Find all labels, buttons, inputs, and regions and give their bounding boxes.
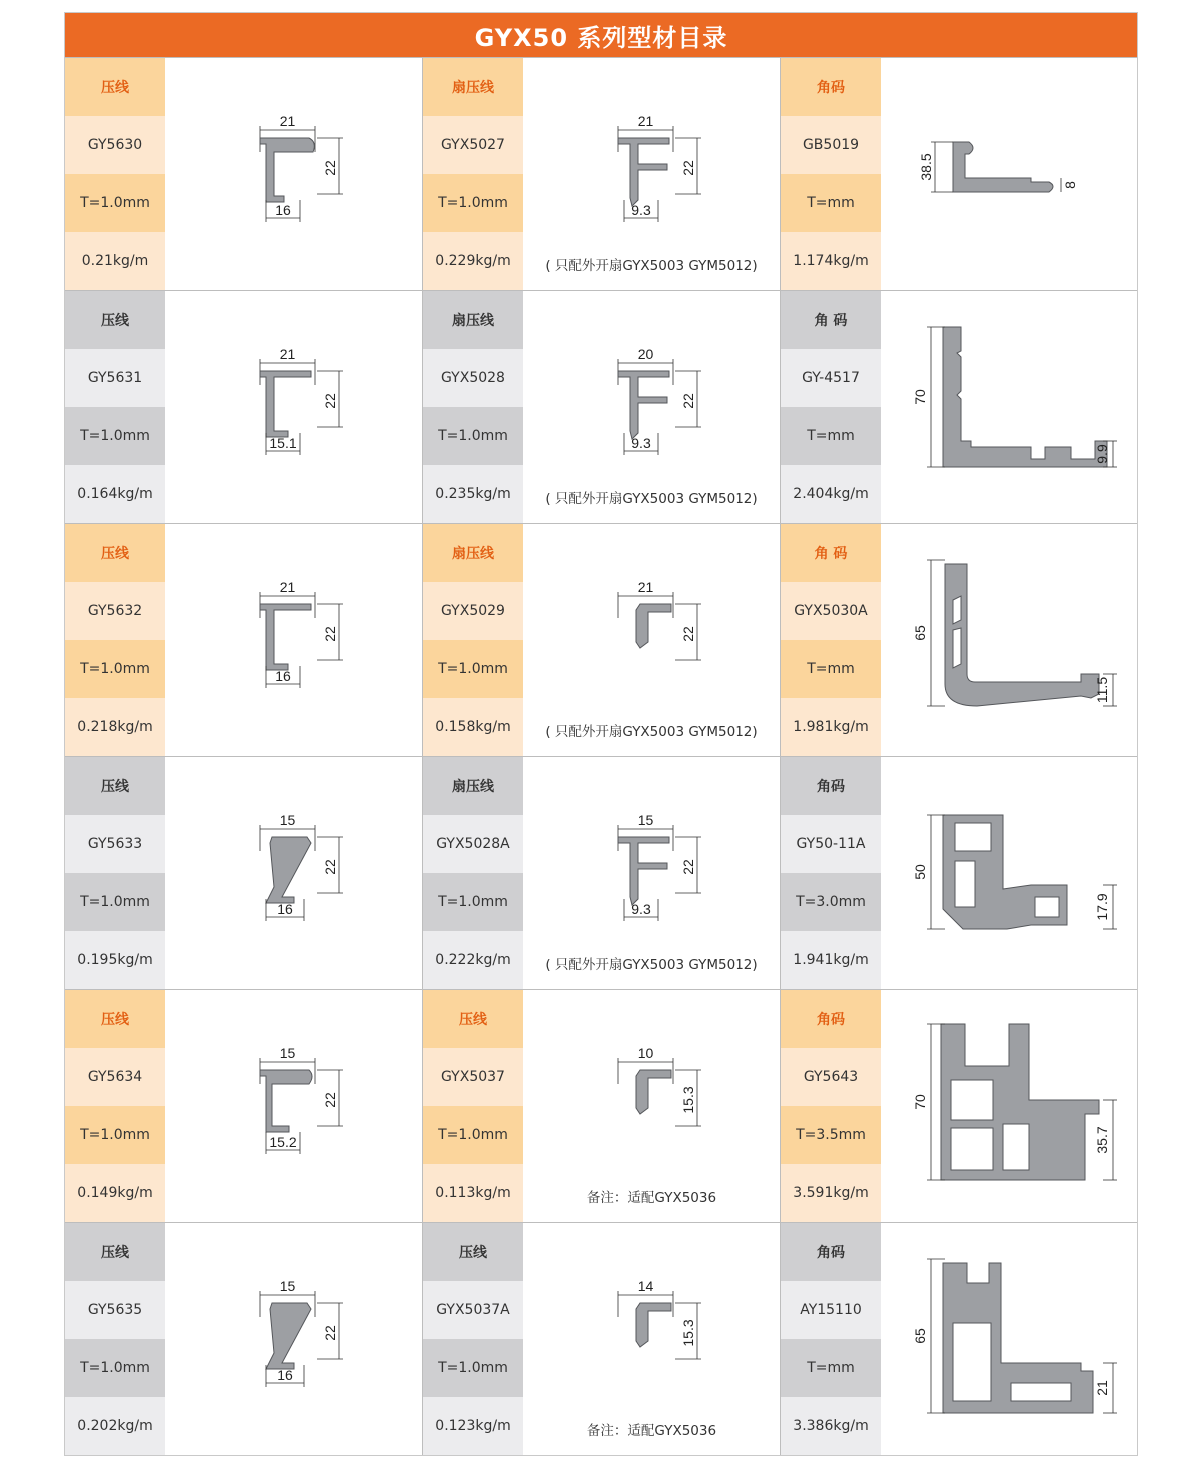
profile-code: GY5632 [65,582,165,640]
dimension-label: 22 [322,859,338,875]
profile-drawing [165,990,422,1222]
profile-card [423,291,781,523]
spec-labels [423,990,523,1222]
profile-thickness: T=mm [781,1339,881,1397]
profile-category: 压线 [65,291,165,349]
dimension-label: 20 [637,346,654,362]
profile-category: 压线 [65,1223,165,1281]
profile-section-drawing [945,564,1099,706]
dimension-label: 22 [680,626,696,642]
profile-section-drawing [266,837,311,903]
profile-weight: 0.235kg/m [423,465,523,523]
profile-category: 角 码 [781,291,881,349]
profile-section-svg [881,990,1138,1222]
catalog-row [65,1222,1137,1455]
dimension-label: 22 [680,859,696,875]
profile-weight: 0.229kg/m [423,232,523,290]
profile-section-drawing [636,1303,671,1347]
profile-code: GYX5029 [423,582,523,640]
profile-drawing [881,291,1138,523]
profile-card [423,524,781,756]
profile-card [65,291,423,523]
profile-weight: 3.591kg/m [781,1164,881,1222]
catalog-row [65,290,1137,523]
dimension-label: 11.5 [1094,676,1110,704]
profile-category: 角码 [781,58,881,116]
profile-section-drawing [266,1303,311,1369]
profile-card [65,524,423,756]
dimension-label: 16 [275,202,291,218]
dimension-label: 9.3 [631,901,651,917]
profile-weight: 0.202kg/m [65,1397,165,1455]
dimension-label: 70 [912,1094,928,1110]
profile-thickness: T=1.0mm [65,640,165,698]
spec-labels [423,524,523,756]
dimension-label: 21 [279,346,296,362]
spec-labels [65,1223,165,1455]
profile-drawing [165,757,422,989]
profile-drawing [881,58,1138,290]
dimension-label: 65 [912,1328,928,1344]
dimension-label: 21 [637,113,654,129]
profile-drawing [165,524,422,756]
dimension-label: 15.1 [269,435,297,451]
profile-note: ( 只配外开扇GYX5003 GYM5012) [545,724,758,740]
profile-section-svg [165,58,422,290]
profile-drawing [165,291,422,523]
profile-code: GY5630 [65,116,165,174]
dimension-label: 21 [637,579,654,595]
profile-drawing [881,990,1138,1222]
profile-category: 扇压线 [423,757,523,815]
profile-weight: 1.174kg/m [781,232,881,290]
profile-drawing [165,58,422,290]
profile-category: 角码 [781,990,881,1048]
profile-category: 扇压线 [423,291,523,349]
spec-labels [423,1223,523,1455]
profile-note: ( 只配外开扇GYX5003 GYM5012) [545,258,758,274]
profile-note: 备注：适配GYX5036 [586,1423,717,1439]
catalog-row [65,523,1137,756]
profile-card [781,58,1139,290]
profile-drawing [165,1223,422,1455]
catalog-row [65,989,1137,1222]
profile-section-svg [881,1223,1138,1455]
profile-code: GY5634 [65,1048,165,1106]
profile-thickness: T=1.0mm [423,1106,523,1164]
profile-thickness: T=1.0mm [423,640,523,698]
spec-labels [65,291,165,523]
profile-card [65,58,423,290]
profile-card [423,757,781,989]
profile-weight: 0.21kg/m [65,232,165,290]
spec-labels [65,757,165,989]
profile-section-svg [165,1223,422,1455]
dimension-label: 65 [912,625,928,641]
profile-category: 角码 [781,1223,881,1281]
profile-section-svg [881,291,1138,523]
profile-card [781,524,1139,756]
profile-card [423,1223,781,1455]
profile-category: 压线 [423,1223,523,1281]
profile-section-drawing [618,138,669,206]
profile-category: 压线 [65,58,165,116]
profile-weight: 0.195kg/m [65,931,165,989]
profile-code: GYX5030A [781,582,881,640]
spec-labels [781,757,881,989]
profile-weight: 0.222kg/m [423,931,523,989]
catalog-row [65,57,1137,290]
dimension-label: 35.7 [1094,1126,1110,1154]
dimension-label: 15.3 [680,1086,696,1114]
profile-code: GY-4517 [781,349,881,407]
profile-section-drawing [260,1070,312,1132]
dimension-label: 22 [322,1092,338,1108]
profile-thickness: T=1.0mm [423,174,523,232]
profile-category: 压线 [65,524,165,582]
dimension-label: 15.2 [269,1134,297,1150]
dimension-label: 50 [912,864,928,880]
spec-labels [423,58,523,290]
dimension-label: 9.3 [631,202,651,218]
profile-section-drawing [260,371,311,437]
dimension-label: 22 [680,393,696,409]
profile-code: GYX5037 [423,1048,523,1106]
profile-card [65,757,423,989]
dimension-label: 22 [322,626,338,642]
dimension-label: 16 [277,901,293,917]
profile-section-drawing [953,142,1053,192]
dimension-label: 38.5 [918,153,934,181]
profile-weight: 1.981kg/m [781,698,881,756]
profile-code: GB5019 [781,116,881,174]
profile-thickness: T=1.0mm [423,873,523,931]
profile-weight: 0.164kg/m [65,465,165,523]
dimension-label: 21 [1094,1380,1110,1396]
profile-section-svg [881,524,1138,756]
profile-weight: 0.218kg/m [65,698,165,756]
spec-labels [781,524,881,756]
dimension-label: 15 [279,1045,296,1061]
dimension-label: 70 [912,389,928,405]
profile-thickness: T=1.0mm [65,1106,165,1164]
profile-category: 扇压线 [423,58,523,116]
profile-weight: 2.404kg/m [781,465,881,523]
dimension-label: 22 [322,1325,338,1341]
profile-card [781,291,1139,523]
profile-weight: 0.158kg/m [423,698,523,756]
dimension-label: 8 [1062,181,1078,189]
profile-section-svg [165,990,422,1222]
dimension-label: 14 [637,1278,654,1294]
profile-category: 压线 [65,990,165,1048]
catalog-title: GYX50 系列型材目录 [65,13,1137,57]
profile-thickness: T=1.0mm [65,1339,165,1397]
profile-section-drawing [260,604,311,670]
profile-thickness: T=1.0mm [423,1339,523,1397]
profile-weight: 0.149kg/m [65,1164,165,1222]
profile-card [423,990,781,1222]
profile-thickness: T=1.0mm [423,407,523,465]
profile-section-drawing [636,604,671,648]
profile-code: GY50-11A [781,815,881,873]
profile-section-drawing [618,837,669,905]
dimension-label: 22 [322,393,338,409]
profile-category: 扇压线 [423,524,523,582]
profile-thickness: T=3.0mm [781,873,881,931]
dimension-label: 15 [279,812,296,828]
dimension-label: 15.3 [680,1319,696,1347]
profile-code: GYX5037A [423,1281,523,1339]
dimension-label: 10 [637,1045,654,1061]
profile-weight: 1.941kg/m [781,931,881,989]
profile-thickness: T=1.0mm [65,174,165,232]
profile-code: GY5643 [781,1048,881,1106]
profile-card [423,58,781,290]
profile-code: GYX5028 [423,349,523,407]
profile-section-svg [165,291,422,523]
profile-category: 压线 [65,757,165,815]
catalog-row [65,756,1137,989]
profile-section-drawing [943,327,1107,467]
profile-note: ( 只配外开扇GYX5003 GYM5012) [545,957,758,973]
dimension-label: 9.3 [631,435,651,451]
profile-code: GY5635 [65,1281,165,1339]
spec-labels [65,58,165,290]
profile-section-svg [165,524,422,756]
dimension-label: 16 [277,1367,293,1383]
profile-drawing [881,757,1138,989]
spec-labels [423,757,523,989]
profile-category: 角码 [781,757,881,815]
profile-weight: 0.113kg/m [423,1164,523,1222]
spec-labels [781,990,881,1222]
profile-card [781,990,1139,1222]
dimension-label: 21 [279,579,296,595]
profile-thickness: T=mm [781,407,881,465]
profile-card [781,757,1139,989]
profile-drawing [881,1223,1138,1455]
spec-labels [65,524,165,756]
dimension-label: 22 [680,160,696,176]
profile-code: GY5631 [65,349,165,407]
spec-labels [65,990,165,1222]
spec-labels [781,291,881,523]
dimension-label: 22 [322,160,338,176]
profile-weight: 3.386kg/m [781,1397,881,1455]
profile-category: 压线 [423,990,523,1048]
profile-weight: 0.123kg/m [423,1397,523,1455]
profile-card [65,1223,423,1455]
profile-thickness: T=3.5mm [781,1106,881,1164]
dimension-label: 15 [279,1278,296,1294]
dimension-label: 17.9 [1094,893,1110,921]
profile-thickness: T=1.0mm [65,407,165,465]
profile-note: 备注：适配GYX5036 [586,1190,717,1206]
profile-note: ( 只配外开扇GYX5003 GYM5012) [545,491,758,507]
profile-card [65,990,423,1222]
dimension-label: 15 [637,812,654,828]
spec-labels [781,1223,881,1455]
profile-code: GY5633 [65,815,165,873]
profile-category: 角 码 [781,524,881,582]
profile-section-drawing [618,371,669,439]
dimension-label: 9.9 [1094,444,1110,464]
profile-thickness: T=1.0mm [65,873,165,931]
profile-code: GYX5028A [423,815,523,873]
profile-card [781,1223,1139,1455]
profile-section-drawing [636,1070,671,1114]
dimension-label: 21 [279,113,296,129]
spec-labels [423,291,523,523]
profile-drawing [881,524,1138,756]
profile-section-svg [881,58,1138,290]
dimension-label: 16 [275,668,291,684]
profile-thickness: T=mm [781,174,881,232]
spec-labels [781,58,881,290]
profile-section-svg [881,757,1138,989]
profile-section-drawing [260,138,314,202]
profile-code: AY15110 [781,1281,881,1339]
profile-thickness: T=mm [781,640,881,698]
profile-code: GYX5027 [423,116,523,174]
profile-catalog [64,12,1138,1456]
profile-section-svg [165,757,422,989]
